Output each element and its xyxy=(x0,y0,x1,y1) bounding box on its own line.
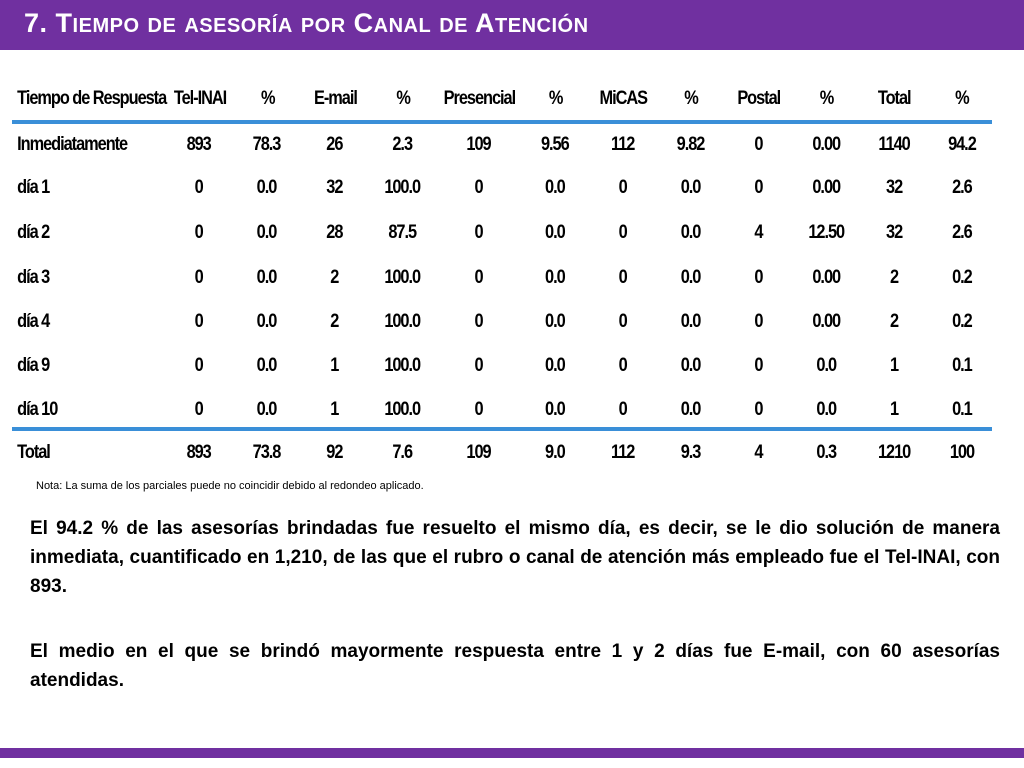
table-cell: 0 xyxy=(618,399,627,420)
table-cell: 0.0 xyxy=(545,355,565,376)
title-word: DE xyxy=(147,15,177,37)
table-cell: 4 xyxy=(754,442,763,463)
table-cell: 92 xyxy=(326,442,343,463)
table-cell: 2 xyxy=(890,267,899,288)
table-cell: 0.2 xyxy=(952,311,972,332)
table-cell: 0 xyxy=(194,399,203,420)
table-cell: 94.2 xyxy=(948,134,976,155)
table-cell: 100.0 xyxy=(384,399,421,420)
row-label: día 1 xyxy=(17,177,50,198)
table-cell: 0.2 xyxy=(952,267,972,288)
table-cell: 0.0 xyxy=(545,267,565,288)
row-label: día 3 xyxy=(17,267,50,288)
summary-paragraph-2: El medio en el que se brindó mayormente respuesta entre 1 y 2 días fue E-mail, con 60 asesorías atendidas. xyxy=(30,641,1000,691)
table-cell: 4 xyxy=(754,222,763,243)
table-cell: 0 xyxy=(194,267,203,288)
table-cell: 0.00 xyxy=(812,134,841,155)
table-cell: 0 xyxy=(474,222,483,243)
table-cell: 0 xyxy=(618,177,627,198)
table-cell: 7.6 xyxy=(392,442,413,463)
table-row xyxy=(12,355,996,377)
table-cell: % xyxy=(396,88,410,109)
table-cell: 0 xyxy=(474,399,483,420)
table-cell: 1 xyxy=(330,355,339,376)
table-cell: 2.3 xyxy=(392,134,413,155)
table-cell: 1210 xyxy=(877,442,911,463)
table-cell: 0 xyxy=(754,399,763,420)
table-cell: 100.0 xyxy=(384,177,421,198)
table-cell: 2 xyxy=(330,311,339,332)
table-cell: 12.50 xyxy=(808,222,845,243)
summary-paragraph-1: El 94.2 % de las asesorías brindadas fue resuelto el mismo día, es decir, se le dio solución de manera inmediata, cuantificado en 1,210, de las que el rubro o canal de atención más empleado fue el Tel-INAI, con 893. xyxy=(30,518,1000,597)
table-cell: 1 xyxy=(330,399,339,420)
table-cell: % xyxy=(260,88,275,109)
title-word: ASESORÍA xyxy=(184,15,293,37)
table-cell: 2 xyxy=(330,267,339,288)
total-rule xyxy=(12,427,992,431)
table-row xyxy=(12,134,996,156)
table-cell: 0.1 xyxy=(952,399,972,420)
table-cell: 0.00 xyxy=(812,267,841,288)
title-word: CANAL xyxy=(353,8,432,38)
table-cell: 1 xyxy=(890,355,899,376)
table-cell: 0.0 xyxy=(680,399,701,420)
table-row xyxy=(12,399,996,421)
table-cell: 0 xyxy=(754,355,763,376)
table-cell: 100.0 xyxy=(384,267,421,288)
table-cell: 0.0 xyxy=(680,355,701,376)
table-row xyxy=(12,177,996,199)
table-cell: 112 xyxy=(611,442,635,463)
table-cell: 109 xyxy=(466,442,491,463)
table-cell: 0 xyxy=(474,311,483,332)
table-cell: 0.0 xyxy=(256,267,277,288)
table-cell: 109 xyxy=(466,134,491,155)
table-cell: 0.0 xyxy=(256,399,277,420)
header-rule xyxy=(12,120,992,124)
table-cell: 0.0 xyxy=(256,222,277,243)
table-cell: 0 xyxy=(194,177,203,198)
title-word: POR xyxy=(300,15,346,37)
table-cell: 112 xyxy=(611,134,635,155)
table-cell: 2.6 xyxy=(952,222,972,243)
table-cell: 0 xyxy=(474,267,483,288)
table-cell: 0 xyxy=(754,267,763,288)
table-cell: 100 xyxy=(949,442,975,463)
table-cell: 0 xyxy=(754,134,763,155)
table-cell: 0.0 xyxy=(816,355,837,376)
table-cell: 32 xyxy=(326,177,343,198)
table-cell: 9.56 xyxy=(540,134,569,155)
table-cell: 0.0 xyxy=(680,311,701,332)
table-cell: 0 xyxy=(618,267,627,288)
table-cell: 2 xyxy=(890,311,899,332)
table-cell: 9.82 xyxy=(676,134,705,155)
table-cell: Postal xyxy=(737,88,781,109)
table-cell: 0.0 xyxy=(545,177,565,198)
row-label: Inmediatamente xyxy=(17,134,128,155)
table-cell: 0 xyxy=(618,311,627,332)
response-time-table xyxy=(12,76,996,476)
table-cell: 0 xyxy=(474,355,483,376)
table-cell: 0 xyxy=(618,222,627,243)
table-cell: 0.3 xyxy=(816,442,837,463)
table-cell: 0.1 xyxy=(952,355,972,376)
table-cell: 0 xyxy=(194,355,203,376)
table-cell: 0.0 xyxy=(680,222,701,243)
table-cell: 9.3 xyxy=(680,442,701,463)
table-cell: % xyxy=(955,88,969,109)
table-cell: % xyxy=(819,88,834,109)
table-cell: 100.0 xyxy=(384,355,421,376)
table-row xyxy=(12,267,996,289)
table-cell: 1 xyxy=(890,399,899,420)
title-words xyxy=(56,8,589,38)
row-label: Total xyxy=(17,442,50,463)
table-cell: 73.8 xyxy=(252,442,281,463)
table-cell: 0 xyxy=(194,222,203,243)
page-title: 7. TIEMPO DE ASESORÍA POR CANAL DE ATENCIÓN xyxy=(24,8,589,38)
table-cell: 0.00 xyxy=(812,177,841,198)
table-cell: 28 xyxy=(326,222,343,243)
row-label: día 10 xyxy=(17,399,58,420)
table-cell: 32 xyxy=(886,177,903,198)
table-cell: 0 xyxy=(754,177,763,198)
table-cell: 0.0 xyxy=(816,399,837,420)
table-cell: 893 xyxy=(186,134,211,155)
row-label: día 9 xyxy=(17,355,50,376)
table-total-row xyxy=(12,442,996,464)
table-cell: 0 xyxy=(618,355,627,376)
title-word: DE xyxy=(439,15,469,37)
table-cell: 0.00 xyxy=(812,311,841,332)
table-cell: 0 xyxy=(754,311,763,332)
table-cell: 2.6 xyxy=(952,177,972,198)
row-label: día 2 xyxy=(17,222,50,243)
row-label: día 4 xyxy=(17,311,50,332)
table-cell: MiCAS xyxy=(599,88,648,109)
table-cell: 87.5 xyxy=(388,222,417,243)
table-cell: Total xyxy=(877,88,911,109)
table-header-row xyxy=(12,88,996,110)
table-cell: 0.0 xyxy=(545,399,565,420)
table-cell: Tel-INAI xyxy=(173,88,227,109)
table-cell: 0 xyxy=(474,177,483,198)
table-cell: 32 xyxy=(886,222,903,243)
table-cell: 0.0 xyxy=(545,311,565,332)
table-cell: 893 xyxy=(186,442,211,463)
table-cell: Presencial xyxy=(443,88,516,109)
row-label: Tiempo de Respuesta xyxy=(17,88,167,109)
table-cell: 1140 xyxy=(878,134,910,155)
table-cell: 100.0 xyxy=(384,311,421,332)
table-cell: 0.0 xyxy=(680,267,701,288)
table-cell: 0.0 xyxy=(680,177,701,198)
table-cell: % xyxy=(684,88,698,109)
title-word: TIEMPO xyxy=(55,8,140,38)
table-cell: 9.0 xyxy=(545,442,565,463)
table-cell: E-mail xyxy=(314,88,357,109)
table-cell: 78.3 xyxy=(252,134,281,155)
footer-bar xyxy=(0,748,1024,758)
title-word: ATENCIÓN xyxy=(475,8,589,38)
table-cell: 26 xyxy=(326,134,343,155)
table-cell: 0 xyxy=(194,311,203,332)
table-cell: % xyxy=(548,88,563,109)
table-cell: 0.0 xyxy=(256,311,277,332)
title-bar xyxy=(0,0,1024,50)
table-cell: 0.0 xyxy=(545,222,565,243)
table-cell: 0.0 xyxy=(256,355,277,376)
table-row xyxy=(12,222,996,244)
table-note: Nota: La suma de los parciales puede no coincidir debido al redondeo aplicado. xyxy=(36,480,424,492)
table-row xyxy=(12,311,996,333)
table-cell: 0.0 xyxy=(256,177,277,198)
